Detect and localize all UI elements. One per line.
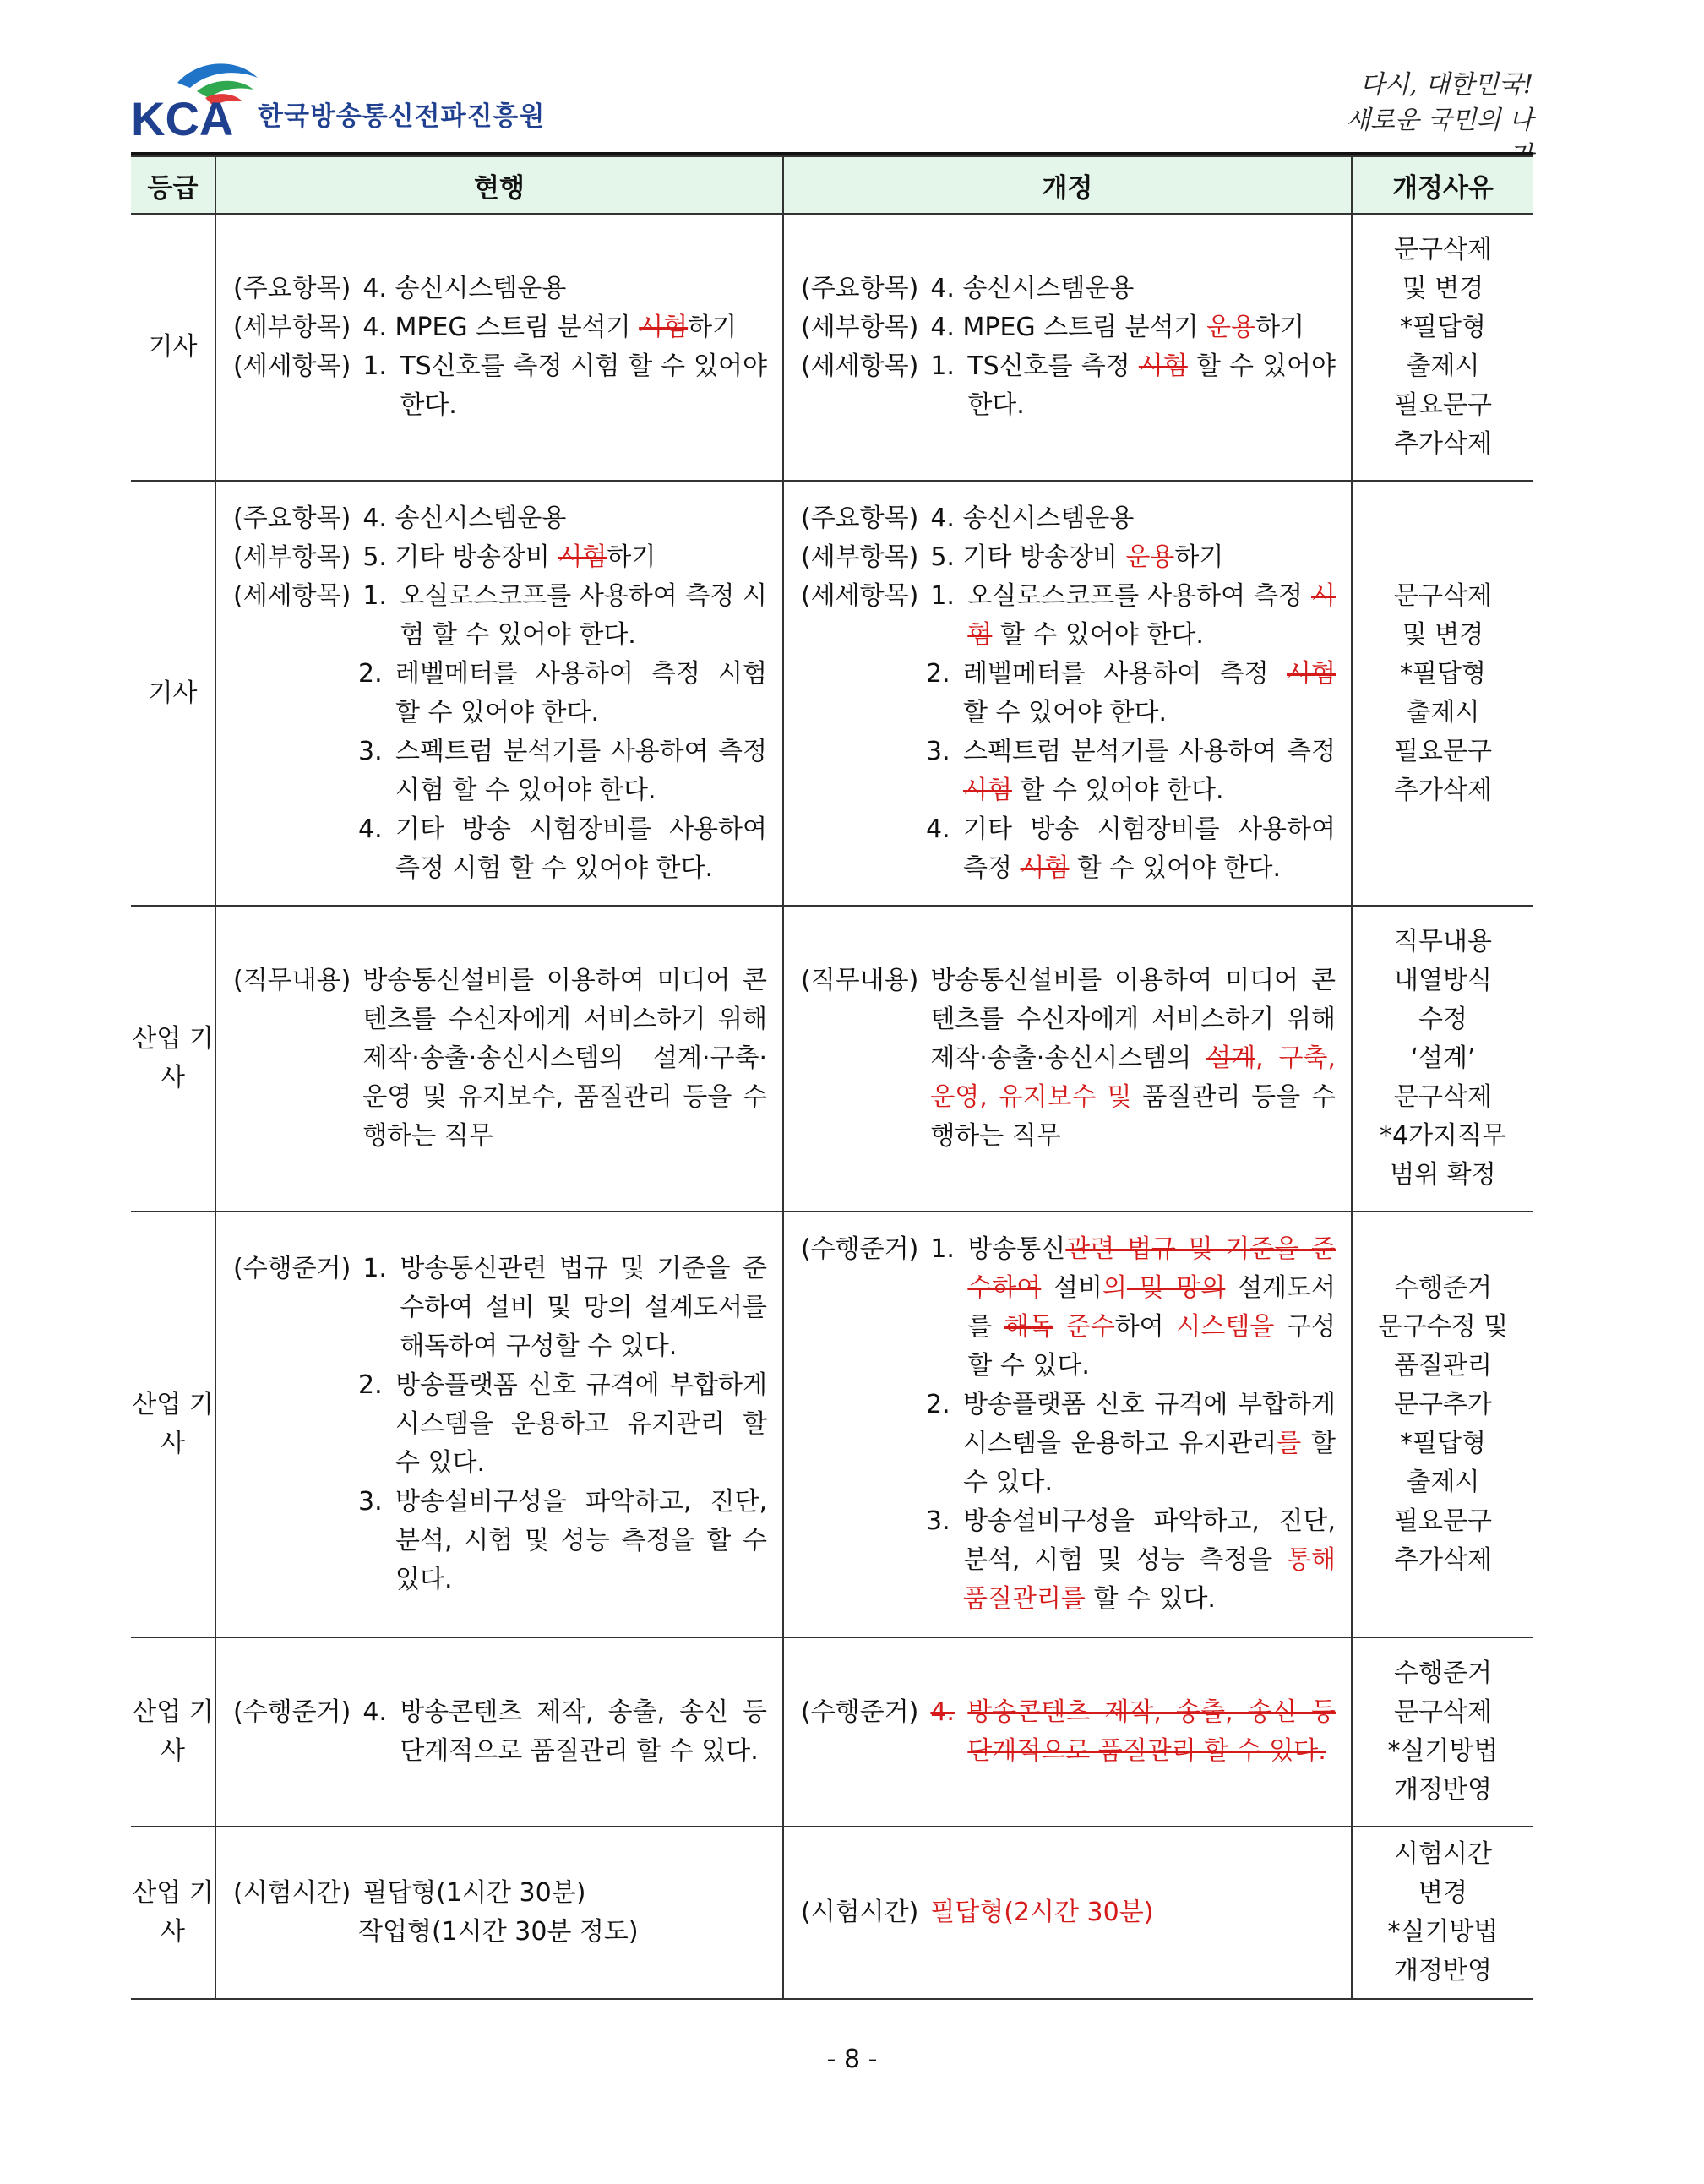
current-cell: (직무내용) 방송통신설비를 이용하여 미디어 콘텐츠를 수신자에게 서비스하기 위해 제작·송출·송신시스템의 설계·구축·운영 및 유지보수, 품질관리 등을 수행하는 직무 (215, 906, 783, 1212)
added-text: 운용 (1125, 542, 1175, 572)
page-header (131, 51, 1533, 148)
slogan-line-1: 다시, 대한민국! (1359, 70, 1533, 100)
deleted-text: 시험 (639, 313, 689, 342)
deleted-text: 및 망의 (1126, 1273, 1226, 1303)
deleted-text: 해독 (1004, 1312, 1054, 1342)
added-text: 를 (1277, 1429, 1302, 1458)
revised-cell: (직무내용) 방송통신설비를 이용하여 미디어 콘텐츠를 수신자에게 서비스하기 위해 제작·송출·송신시스템의 설계, 구축, 운영, 유지보수 및 품질관리 등을 수행하는 직무 (783, 906, 1352, 1212)
col-header-current: 현행 (215, 156, 783, 214)
table-row (131, 906, 1533, 1212)
deleted-text: 시험 (558, 542, 607, 572)
deleted-text: 시험 (1287, 658, 1336, 689)
added-text: , 구축, 운영, 유지보수 및 (930, 1043, 1336, 1112)
revised-cell: (수행준거) 4. 방송콘텐츠 제작, 송출, 송신 등 단계적으로 품질관리 할 수 있다. (783, 1637, 1352, 1827)
reason-cell: 직무내용 내열방식 수정 ‘설계’ 문구삭제 *4가지직무 범위 확정 (1352, 906, 1533, 1212)
table-row (131, 1637, 1533, 1827)
current-cell: (주요항목) 4. 송신시스템운용 (세부항목) 4. MPEG 스트림 분석기 시험하기 (세세항목) 1. TS신호를 측정 시험 할 수 있어야 한다. (215, 214, 783, 481)
page-number: - 8 - (826, 2045, 878, 2074)
grade-cell: 산업 기사 (131, 1827, 215, 1999)
current-cell: (수행준거) 4. 방송콘텐츠 제작, 송출, 송신 등 단계적으로 품질관리 할 수 있다. (215, 1637, 783, 1827)
col-header-reason: 개정사유 (1352, 156, 1533, 214)
grade-cell: 기사 (131, 214, 215, 481)
revised-cell: (수행준거) 1. 방송통신관련 법규 및 기준을 준수하여 설비의 및 망의 설계도서를 해독 준수하여 시스템을 구성할 수 있다. 2. 방송플랫폼 신호 규격에 부합하게 시스템을 운용하고 유지관리를 할 수 있다. 3. 방송설비구성을 파악하고, 진단, 분석, 시험 및 성능 측정을 통해 품질관리를 할 수 있다. (783, 1212, 1352, 1637)
added-text: 필답형(2시간 30분) (930, 1898, 1154, 1927)
slogan (1339, 68, 1533, 148)
col-header-grade: 등급 (131, 156, 215, 214)
added-text: 운용 (1206, 313, 1256, 342)
slogan-line-2: 새로운 국민의 나 (1346, 106, 1533, 135)
revised-cell: (주요항목) 4. 송신시스템운용 (세부항목) 5. 기타 방송장비 운용하기 (세세항목) 1. 오실로스코프를 사용하여 측정 시험 할 수 있어야 한다. 2. 레벨메터를 사용하여 측정 시험 할 수 있어야 한다. 3. 스펙트럼 분석기를 사용하여 측정 시험 할 수 있어야 한다. 4. 기타 방송 시험장비를 사용하여 측정 시험 할 수 있어야 한다. (783, 481, 1352, 906)
deleted-text: 시험 (1020, 852, 1070, 883)
added-text: 통해 품질관리를 (963, 1545, 1336, 1614)
deleted-text: 관련 법규 및 기준을 준수하여 (967, 1234, 1336, 1303)
table-row (131, 1827, 1533, 1999)
table-row (131, 214, 1533, 481)
reason-cell: 수행준거 문구삭제 *실기방법 개정반영 (1352, 1637, 1533, 1827)
deleted-text: 설계 (1206, 1043, 1256, 1073)
grade-cell: 산업 기사 (131, 1212, 215, 1637)
reason-cell: 수행준거 문구수정 및 품질관리 문구추가 *필답형 출제시 필요문구 추가삭제 (1352, 1212, 1533, 1637)
reason-cell: 문구삭제 및 변경 *필답형 출제시 필요문구 추가삭제 (1352, 481, 1533, 906)
revised-cell: (주요항목) 4. 송신시스템운용 (세부항목) 4. MPEG 스트림 분석기 운용하기 (세세항목) 1. TS신호를 측정 시험 할 수 있어야 한다. (783, 214, 1352, 481)
reason-cell: 문구삭제 및 변경 *필답형 출제시 필요문구 추가삭제 (1352, 214, 1533, 481)
table-row (131, 1212, 1533, 1637)
added-text: 준수 (1053, 1312, 1115, 1342)
reason-cell: 시험시간 변경 *실기방법 개정반영 (1352, 1827, 1533, 1999)
col-header-revised: 개정 (783, 156, 1352, 214)
svg-text:KCA: KCA (131, 92, 234, 144)
org-name: 한국방송통신전파진흥원 (258, 101, 546, 132)
deleted-text: 시험 (967, 580, 1336, 650)
deleted-text: 4. (930, 1697, 955, 1727)
grade-cell: 산업 기사 (131, 906, 215, 1212)
grade-cell: 산업 기사 (131, 1637, 215, 1827)
deleted-text: 시험 (1138, 351, 1188, 381)
added-text: 시스템을 (1176, 1312, 1275, 1342)
current-cell: (수행준거) 1. 방송통신관련 법규 및 기준을 준수하여 설비 및 망의 설계도서를 해독하여 구성할 수 있다. 2. 방송플랫폼 신호 규격에 부합하게 시스템을 운용하고 유지관리 할 수 있다. 3. 방송설비구성을 파악하고, 진단, 분석, 시험 및 성능 측정을 할 수 있다. (215, 1212, 783, 1637)
current-cell: (주요항목) 4. 송신시스템운용 (세부항목) 5. 기타 방송장비 시험하기 (세세항목) 1. 오실로스코프를 사용하여 측정 시험 할 수 있어야 한다. 2. 레벨메터를 사용하여 측정 시험 할 수 있어야 한다. 3. 스펙트럼 분석기를 사용하여 측정 시험 할 수 있어야 한다. 4. 기타 방송 시험장비를 사용하여 측정 시험 할 수 있어야 한다. (215, 481, 783, 906)
table-header-row (131, 156, 1533, 214)
deleted-text: 시험 (963, 775, 1012, 805)
revision-table (131, 155, 1533, 2000)
added-text: 의 (1102, 1273, 1127, 1303)
deleted-text: 방송콘텐츠 제작, 송출, 송신 등 단계적으로 품질관리 할 수 있다. (967, 1697, 1336, 1766)
grade-cell: 기사 (131, 481, 215, 906)
current-cell: (시험시간) 필답형(1시간 30분) 작업형(1시간 30분 정도) (215, 1827, 783, 1999)
table-row (131, 481, 1533, 906)
revised-cell: (시험시간) 필답형(2시간 30분) (783, 1827, 1352, 1999)
